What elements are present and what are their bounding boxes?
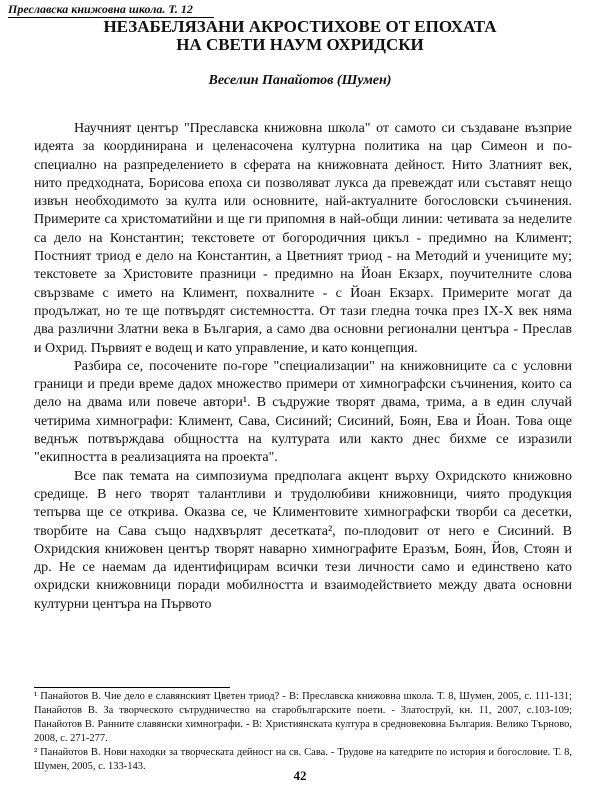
author-line: Веселин Панайотов (Шумен) [208, 73, 392, 88]
footnote-rule [34, 687, 230, 688]
paragraph-2: Разбира се, посочените по-горе "специализации" на книжовниците са с условни граници и преди време дадох множество примери от химнографски съчинения, които са дело на двама или повече автори¹. В съдружие творят двама, трима, а в един случай четирима химнографи: Климент, Сава, Сисиний; Сисиний, Боян, Ева и Йоан. Това още веднъж потвърждава общността на културата или както днес бихме се изразили "екипността в реализацията на проекта". [34, 358, 572, 466]
article-title [0, 18, 600, 54]
page-number: 42 [293, 768, 307, 783]
paragraph-1: Научният център "Преславска книжовна школа" от самото си създаване възприе идеята за координирана и целенасочена културна политика на цар Симеон и по-специално на разпределението в сферата на книжовната дейност. Нито Златният век, нито предходната, Борисова епоха си позволяват лукса да превеждат или съставят нещо извън необходимото за култа или основните, най-актуалните богословски съчинения. Примерите са христоматийни и ще ги припомня в най-общи линии: четивата за неделите са дело на Константин; текстовете от богородичния цикъл - предимно на Климент; Постният триод е дело на Константин, а Цветният триод - на Методий и учениците му; текстовете за Христовите празници - предимно на Йоан Екзарх, поучителните слова свързваме с името на Климент, похвалните - с Йоан Екзарх. Примерите могат да продължат, но те ще потвърдят системността. От тази гледна точка през IX-X век няма два различни Златни века в България, а само два основни регионални центъра - Преслав и Охрид. Първият е водещ и като управление, и като концепция. [34, 121, 572, 356]
footnote-2: ² Панайотов В. Нови находки за творческата дейност на св. Сава. - Трудове на катедрите по история и богословие. Т. 8, Шумен, 2005, с. 133-143. [34, 747, 572, 772]
footnotes [34, 690, 572, 774]
article-body [34, 120, 572, 614]
paragraph-3: Все пак темата на симпозиума предполага акцент върху Охридското книжовно средище. В него творят талантливи и трудолюбиви книжовници, чиято продукция тепърва ще се открива. Оказва се, че Климентовите химнографски творби са десетки, творбите на Сава също надхвърлят десетката², по-плодовит от него е Сисиний. В Охридския книжовен център творят наварно химнографите Еразъм, Боян, Йов, Стоян и др. Не се наемам да идентифицирам всички тези личности само и единствено като охридски книжовници поради мобилността и взаимодействието между двата основни културни центъра на Първото [34, 468, 572, 612]
title-line-2: НА СВЕТИ НАУМ ОХРИДСКИ [176, 35, 424, 54]
footnote-1: ¹ Панайотов В. Чие дело е славянският Цветен триод? - В: Преславска книжовна школа. Т. 8, Шумен, 2005, с. 111-131; Панайотов В. За творческото сътрудничество на старобългарските поети. - Златоструй, кн. 11, 2007, с.103-109; Панайотов В. Ранните славянски химнографи. - В: Християнската култура в средновековна България. Велико Търново, 2008, с. 271-277. [34, 691, 572, 744]
journal-header: Преславска книжовна школа. Т. 12 [8, 2, 193, 16]
title-line-1: НЕЗАБЕЛЯЗАНИ АКРОСТИХОВЕ ОТ ЕПОХАТА [103, 17, 497, 36]
